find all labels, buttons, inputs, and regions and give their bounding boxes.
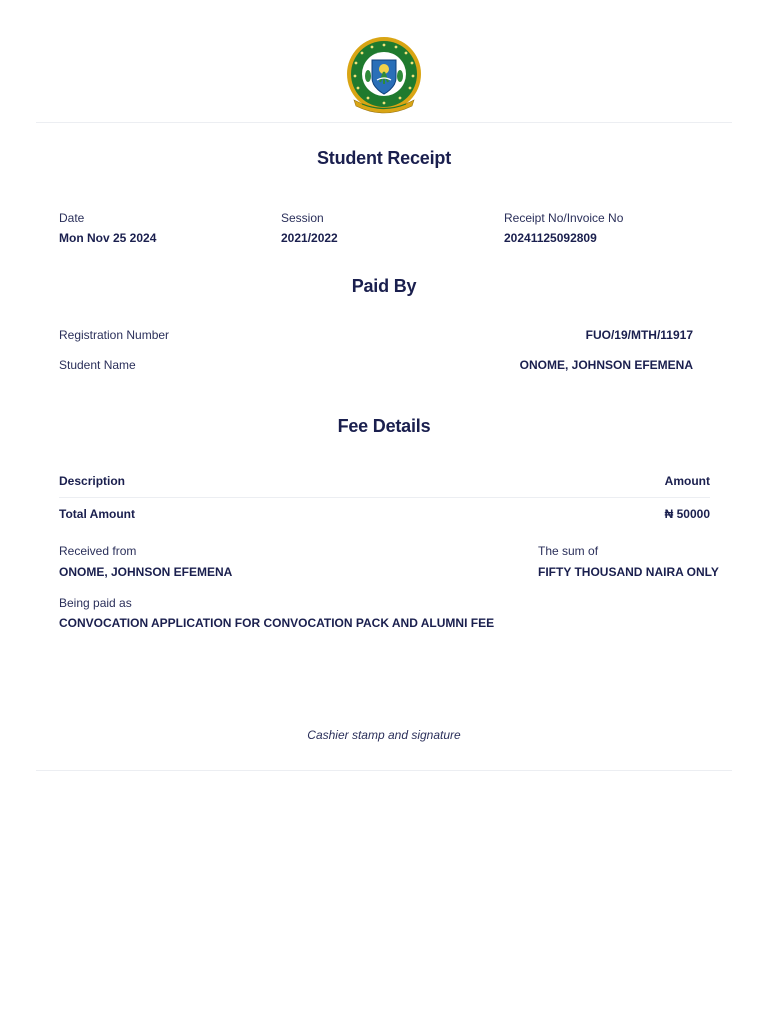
sum-value: FIFTY THOUSAND NAIRA ONLY bbox=[538, 565, 719, 579]
received-from-label: Received from bbox=[59, 544, 137, 558]
registration-number-label: Registration Number bbox=[59, 328, 170, 342]
date-label: Date bbox=[59, 211, 85, 225]
amount-column-header: Amount bbox=[664, 474, 710, 488]
header-divider bbox=[36, 122, 732, 123]
total-amount-label: Total Amount bbox=[59, 507, 135, 521]
session-label: Session bbox=[281, 211, 324, 225]
student-name-value: ONOME, JOHNSON EFEMENA bbox=[519, 358, 693, 372]
fee-details-heading: Fee Details bbox=[337, 416, 431, 436]
fee-table-header bbox=[59, 474, 710, 490]
received-from-field bbox=[59, 544, 232, 579]
fee-table-divider bbox=[59, 497, 710, 498]
paid-as-label: Being paid as bbox=[59, 596, 132, 610]
date-value: Mon Nov 25 2024 bbox=[59, 231, 157, 245]
receipt-number-field bbox=[504, 211, 623, 245]
total-amount-row bbox=[59, 507, 710, 523]
footer-divider bbox=[36, 770, 732, 771]
page-title: Student Receipt bbox=[316, 148, 451, 168]
university-crest-logo bbox=[344, 36, 424, 116]
receipt-number-value: 20241125092809 bbox=[504, 231, 597, 245]
registration-number-row bbox=[59, 328, 693, 344]
session-value: 2021/2022 bbox=[281, 231, 338, 245]
paid-by-heading: Paid By bbox=[351, 276, 417, 296]
paid-as-field bbox=[59, 596, 494, 630]
student-name-label: Student Name bbox=[59, 358, 136, 372]
paid-as-value: CONVOCATION APPLICATION FOR CONVOCATION PACK AND ALUMNI FEE bbox=[59, 616, 495, 630]
session-field bbox=[281, 211, 338, 245]
sum-field bbox=[538, 544, 719, 579]
cashier-signature-note: Cashier stamp and signature bbox=[307, 728, 461, 742]
registration-number-value: FUO/19/MTH/11917 bbox=[585, 328, 693, 342]
receipt-number-label: Receipt No/Invoice No bbox=[504, 211, 624, 225]
crest-icon bbox=[344, 36, 424, 116]
received-from-value: ONOME, JOHNSON EFEMENA bbox=[59, 565, 233, 579]
description-column-header: Description bbox=[59, 474, 126, 488]
student-name-row bbox=[59, 358, 693, 374]
date-field bbox=[59, 211, 156, 245]
total-amount-value: ₦ 50000 bbox=[664, 507, 710, 521]
sum-label: The sum of bbox=[538, 544, 599, 558]
